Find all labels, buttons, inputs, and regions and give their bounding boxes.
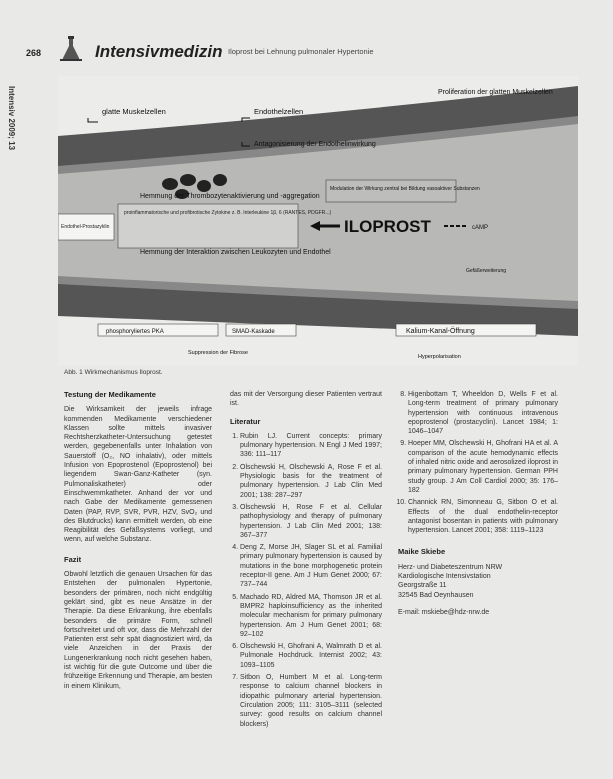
running-title: Iloprost bei Lehnung pulmonaler Hypertonie — [228, 47, 374, 56]
section-heading-testing: Testung der Medikamente — [64, 390, 156, 399]
fibrose-label: Suppression der Fibrose — [188, 350, 248, 356]
drug-label: ILOPROST — [344, 217, 431, 236]
reference-list-2 — [398, 390, 558, 535]
thrombo-label: Hemmung der Thrombozytenaktivierung und -aggregation — [140, 193, 320, 200]
reference-item: 3. Olschewski H, Rose F et al. Cellular pathophysiology and therapy of pulmonary hypertension. J Lab Clin Med 2001; 138: 367–377 — [240, 503, 382, 540]
kalium-label: Kalium-Kanal-Öffnung — [406, 328, 475, 335]
mechanism-figure — [58, 76, 578, 366]
smooth-muscle-label: glatte Muskelzellen — [102, 107, 166, 116]
figure-caption: Abb. 1 Wirkmechanismus Iloprost. — [64, 369, 163, 376]
reference-item: 5. Machado RD, Aldred MA, Thomson JR et al. BMPR2 haploinsufficiency as the inherited molecular mechanism for primary pulmonary hypertension. Am J Hum Genet 2001; 68: 92–102 — [240, 593, 382, 639]
reference-item: 6. Olschewski H, Ghofrani A, Walmrath D et al. Pulmonale Hochdruck. Internist 2002; 43: 1093–1105 — [240, 642, 382, 670]
address-line: Georgstraße 11 — [398, 582, 447, 590]
column-2 — [230, 390, 382, 732]
prostacyclin-label: Endothel-Prostazyklin — [61, 224, 110, 230]
endothelin-label: Antagonisierung der Endothelinwirkung — [254, 141, 376, 148]
address-line: Herz- und Diabeteszentrum NRW — [398, 563, 503, 571]
cytokine-label: proinflammatorische und profibrotische Zytokine z. B. Interleukine 1β, 6 (RANTES, PDGFR...) — [124, 210, 332, 216]
reference-item: 8. Higenbottam T, Wheeldon D, Wells F et al. Long-term treatment of primary pulmonary hypertension with continuous intravenous epoprostenol (prostacyclin). Lancet 1984; 1: 1046–1047 — [408, 390, 558, 436]
section-heading-literature: Literatur — [230, 416, 261, 426]
address-line: 32545 Bad Oeynhausen — [398, 591, 474, 599]
page-number: 268 — [26, 48, 42, 58]
reference-item: 9. Hoeper MM, Olschewski H, Ghofrani HA et al. A comparison of the acute hemodynamic effects of inhaled nitric oxide and aerosolized iloprost in primary pulmonary hypertension. German PPH study group. J Am Coll Cardiol 2000; 35: 176–182 — [408, 439, 558, 495]
proliferation-label: Proliferation der glatten Muskelzellen — [438, 89, 553, 96]
author-name: Maike Skiebe — [398, 547, 446, 557]
reference-item: 1. Rubin LJ. Current concepts: primary pulmonary hypertension. N Engl J Med 1997; 336: 111–117 — [240, 432, 382, 460]
section-heading-fazit: Fazit — [64, 554, 82, 564]
camp-label: cAMP — [472, 225, 489, 231]
column-3 — [398, 390, 558, 617]
interaction-label: Hemmung der Interaktion zwischen Leukozyten und Endothel — [140, 249, 331, 256]
reference-item: 7. Sitbon O, Humbert M et al. Long-term response to calcium channel blockers in idiopathic pulmonary arterial hypertension. Circulation 2005; 111: 3105–3111 (selected survey: good results on calcium channel blockers) — [240, 673, 382, 729]
fazit-paragraph: Obwohl letztlich die genauen Ursachen für das Entstehen der pulmonalen Hypertonie, besonders der primären, noch nicht endgültig geklärt sind, gibt es neue Ansätze in der Therapie. Da diese Erkrankung, ihre ebenfalls besonders die primäre Form, schnell fortschreitet und oft vor, dass die Mehrzahl der Patienten erst sehr spät diagnostiziert wird, da viele Anzeichen in der Praxis der Lungenerkrankung noch nicht gesehen haben, ist wichtig für die gute Outcome und über die frühzeitige Erkennung und Therapie, am besten in einem Klinikum, — [64, 571, 212, 690]
vessel-label: Gefäßerweiterung — [466, 268, 507, 274]
sidebar-text: Intensiv 2009; 13 — [7, 86, 16, 151]
reference-item: 4. Deng Z, Morse JH, Slager SL et al. Familial primary pulmonary hypertension is caused by mutations in the bone morphogenetic protein receptor-II gene. Am J Hum Genet 2000; 67: 737–744 — [240, 543, 382, 589]
smad-label: SMAD-Kaskade — [232, 329, 275, 335]
reference-item: 10. Channick RN, Simonneau G, Sitbon O et al. Effects of the dual endothelin-receptor antagonist bosentan in patients with pulmonary hypertension. Lancet 2001; 358: 1119–1123 — [408, 498, 558, 535]
testing-paragraph: Die Wirksamkeit der jeweils infrage kommenden Medikamente verschiedener Klassen sollte mittels invasiver Rechtsherzkatheter-Untersuchung getestet werden, gegebenenfalls unter Inhalation von Sauerstoff (O₂, NO inhalativ), oder mittels Infusion von Epoprostenol (Epoprostenol) bei liegendem Swan-Ganz-Katheter (syn. Pulmonaliskatheter) oder Einschwemmkatheter. Anhand der vor und nach Gabe der Medikamente gemessenen Daten (PAP, RVP, SVR, PVR, HZV, SvO₂ und des Blutdrucks) kann ermittelt werden, ob eine Reagibilität des Gefäßsystems vorliegt, und wenn, auf welche Substanz. — [64, 406, 212, 544]
journal-title: Intensivmedizin — [95, 42, 223, 61]
sidebar-citation — [4, 86, 16, 206]
hyper-label: Hyperpolarisation — [418, 354, 461, 360]
page-header — [0, 36, 613, 66]
reference-list-1 — [230, 432, 382, 729]
journal-logo-icon — [60, 36, 82, 62]
author-address — [398, 547, 558, 617]
endothelial-label: Endothelzellen — [254, 107, 304, 116]
fazit-continuation: das mit der Versorgung dieser Patienten vertraut ist. — [230, 391, 382, 408]
phos-label: phosphoryliertes PKA — [106, 329, 164, 335]
signal-label: Modulation der Wirkung zentral bei Bildung vasoaktiver Substanzen — [330, 186, 480, 192]
reference-item: 2. Olschewski H, Olschewski A, Rose F et al. Physiologic basis for the treatment of pulmonary hypertension. J Lab Clin Med 2001; 138: 287–297 — [240, 463, 382, 500]
address-line: Kardiologische Intensivstation — [398, 573, 491, 581]
column-1 — [64, 390, 212, 695]
author-email: E-mail: mskiebe@hdz-nrw.de — [398, 608, 490, 616]
